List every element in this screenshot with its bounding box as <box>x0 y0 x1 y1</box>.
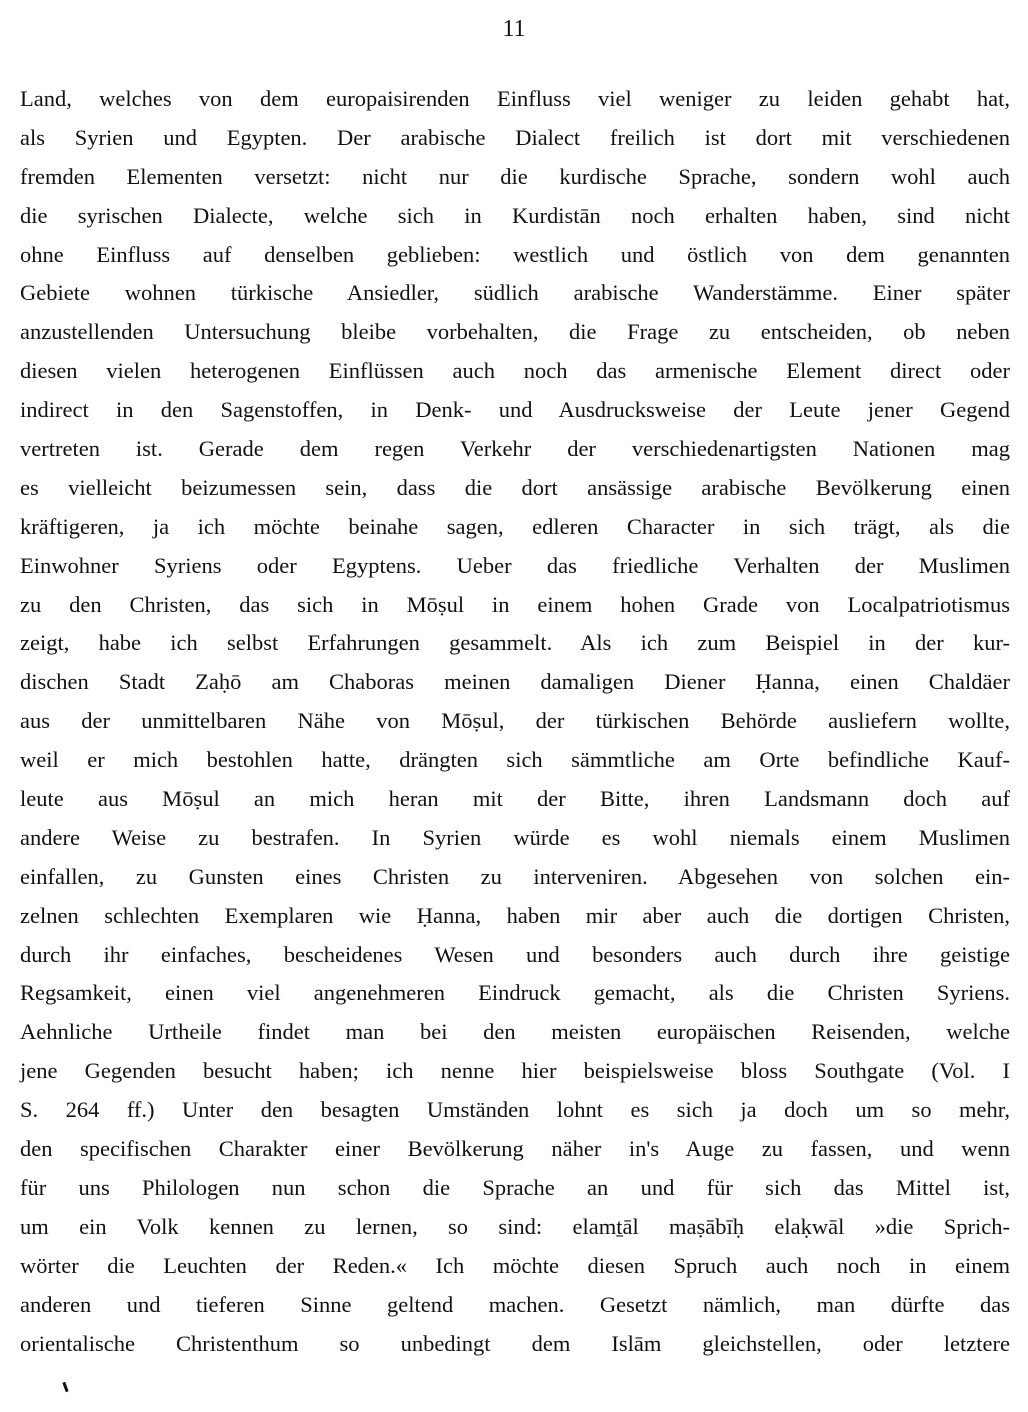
text-line: Gebiete wohnen türkische Ansiedler, südlich arabische Wanderstämme. Einer später <box>20 280 1010 306</box>
text-line: orientalische Christenthum so unbedingt dem Islām gleichstellen, oder letztere <box>20 1330 1010 1356</box>
text-line: Regsamkeit, einen viel angenehmeren Eindruck gemacht, als die Christen Syriens. <box>20 980 1010 1006</box>
text-line: anderen und tieferen Sinne geltend machen. Gesetzt nämlich, man dürfte das <box>20 1291 1010 1317</box>
text-line: S. 264 ff.) Unter den besagten Umständen lohnt es sich ja doch um so mehr, <box>20 1097 1010 1123</box>
text-line: Einwohner Syriens oder Egyptens. Ueber das friedliche Verhalten der Muslimen <box>20 552 1010 578</box>
text-line: für uns Philologen nun schon die Sprache an und für sich das Mittel ist, <box>20 1174 1010 1200</box>
text-line: anzustellenden Untersuchung bleibe vorbehalten, die Frage zu entscheiden, ob neben <box>20 319 1010 345</box>
text-line: fremden Elementen versetzt: nicht nur die kurdische Sprache, sondern wohl auch <box>20 163 1010 189</box>
text-line: indirect in den Sagenstoffen, in Denk- und Ausdrucksweise der Leute jener Gegend <box>20 397 1010 423</box>
text-line: weil er mich bestohlen hatte, drängten sich sämmtliche am Orte befindliche Kauf- <box>20 747 1010 773</box>
text-line: die syrischen Dialecte, welche sich in Kurdistān noch erhalten haben, sind nicht <box>20 202 1010 228</box>
text-line: diesen vielen heterogenen Einflüssen auch noch das armenische Element direct oder <box>20 358 1010 384</box>
text-line: Land, welches von dem europaisirenden Einfluss viel weniger zu leiden gehabt hat, <box>20 86 1010 111</box>
text-line: Aehnliche Urtheile findet man bei den meisten europäischen Reisenden, welche <box>20 1019 1010 1045</box>
text-line: zelnen schlechten Exemplaren wie Ḥanna, haben mir aber auch die dortigen Christen, <box>20 902 1010 928</box>
page-number: 11 <box>502 16 526 42</box>
text-line: jene Gegenden besucht haben; ich nenne hier beispielsweise bloss Southgate (Vol. I <box>20 1058 1010 1084</box>
text-line: es vielleicht beizumessen sein, dass die dort ansässige arabische Bevölkerung einen <box>20 474 1010 500</box>
text-line: durch ihr einfaches, bescheidenes Wesen und besonders auch durch ihre geistige <box>20 941 1010 967</box>
text-line: wörter die Leuchten der Reden.« Ich möchte diesen Spruch auch noch in einem <box>20 1252 1010 1278</box>
text-line: leute aus Mōṣul an mich heran mit der Bitte, ihren Landsmann doch auf <box>20 786 1010 812</box>
text-line: kräftigeren, ja ich möchte beinahe sagen, edleren Character in sich trägt, als die <box>20 513 1010 539</box>
ink-mark <box>62 1382 68 1392</box>
body-text <box>20 80 1010 1363</box>
text-line: zeigt, habe ich selbst Erfahrungen gesammelt. Als ich zum Beispiel in der kur- <box>20 630 1010 656</box>
text-line: um ein Volk kennen zu lernen, so sind: elamṯāl maṣābīḥ elaḳwāl »die Sprich- <box>20 1213 1010 1239</box>
text-line: den specifischen Charakter einer Bevölkerung näher in's Auge zu fassen, und wenn <box>20 1136 1010 1162</box>
text-line: einfallen, zu Gunsten eines Christen zu interveniren. Abgesehen von solchen ein- <box>20 863 1010 889</box>
text-line: zu den Christen, das sich in Mōṣul in einem hohen Grade von Localpatriotismus <box>20 591 1010 617</box>
text-line: ohne Einfluss auf denselben geblieben: westlich und östlich von dem genannten <box>20 241 1010 267</box>
text-line: andere Weise zu bestrafen. In Syrien würde es wohl niemals einem Muslimen <box>20 824 1010 850</box>
text-line: aus der unmittelbaren Nähe von Mōṣul, der türkischen Behörde ausliefern wollte, <box>20 708 1010 734</box>
text-line: dischen Stadt Zaḥō am Chaboras meinen damaligen Diener Ḥanna, einen Chaldäer <box>20 669 1010 695</box>
text-line: als Syrien und Egypten. Der arabische Dialect freilich ist dort mit verschiedenen <box>20 124 1010 150</box>
text-line: vertreten ist. Gerade dem regen Verkehr der verschiedenartigsten Nationen mag <box>20 436 1010 462</box>
